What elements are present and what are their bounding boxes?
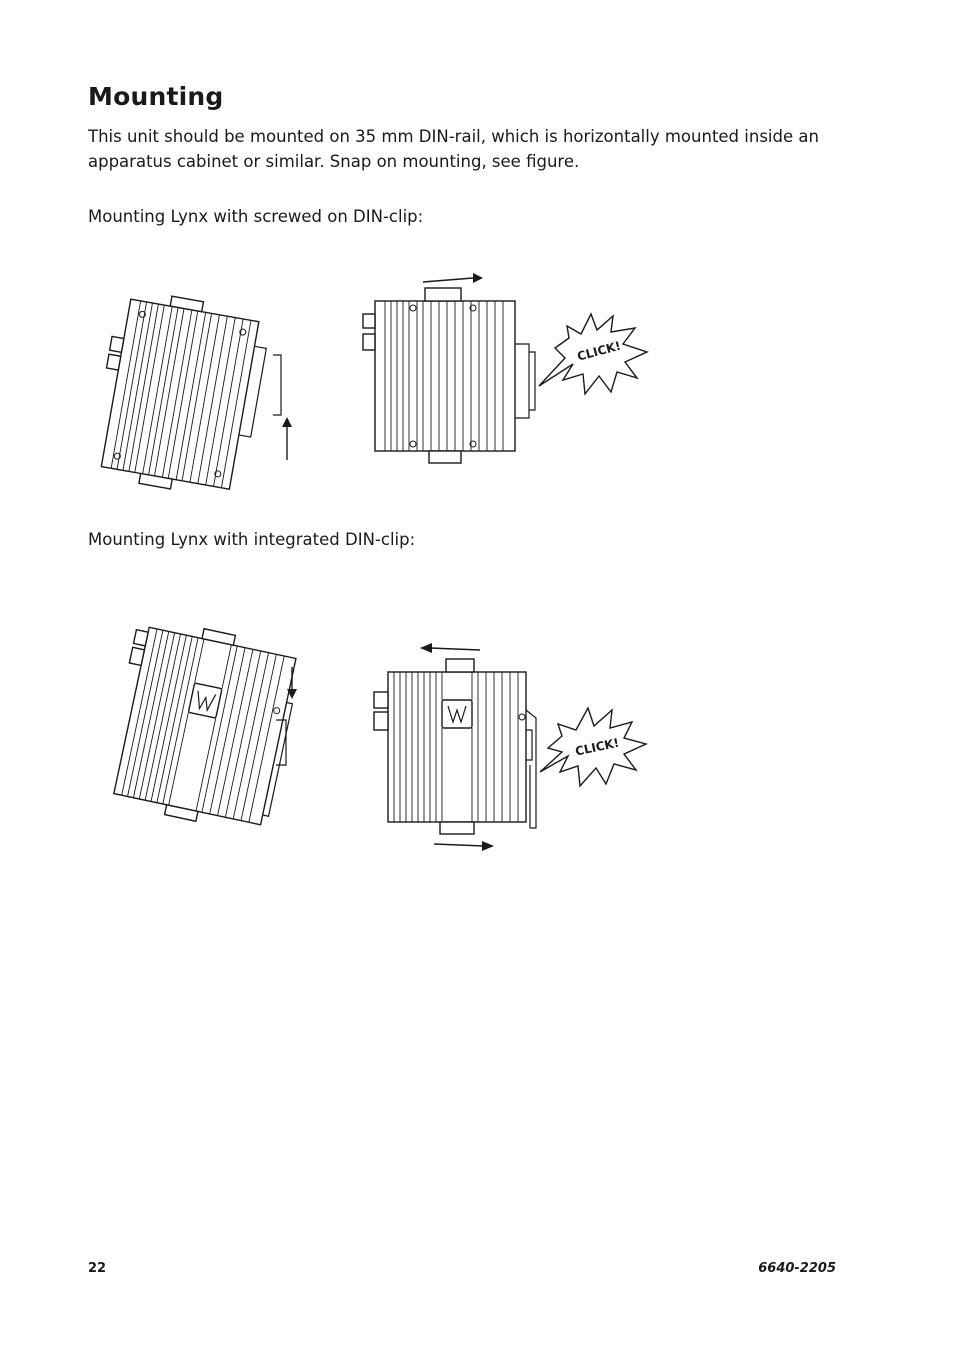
caption-integrated-clip: Mounting Lynx with integrated DIN-clip: bbox=[88, 530, 416, 549]
figure-screwed-clip-mounted bbox=[355, 268, 655, 468]
caption-screwed-clip: Mounting Lynx with screwed on DIN-clip: bbox=[88, 207, 424, 226]
figure-screwed-clip-tilted bbox=[85, 295, 305, 500]
page-title: Mounting bbox=[88, 82, 224, 111]
click-label-1: CLICK! bbox=[575, 338, 623, 364]
intro-paragraph: This unit should be mounted on 35 mm DIN-rail, which is horizontally mounted inside an apparatus cabinet or similar. Snap on mounting, see figure. bbox=[88, 127, 819, 171]
click-label-2: CLICK! bbox=[573, 735, 621, 759]
document-number: 6640-2205 bbox=[758, 1261, 836, 1276]
figure-integrated-clip-mounted bbox=[362, 640, 662, 855]
page-number: 22 bbox=[88, 1261, 107, 1276]
figure-integrated-clip-tilted bbox=[100, 625, 320, 830]
